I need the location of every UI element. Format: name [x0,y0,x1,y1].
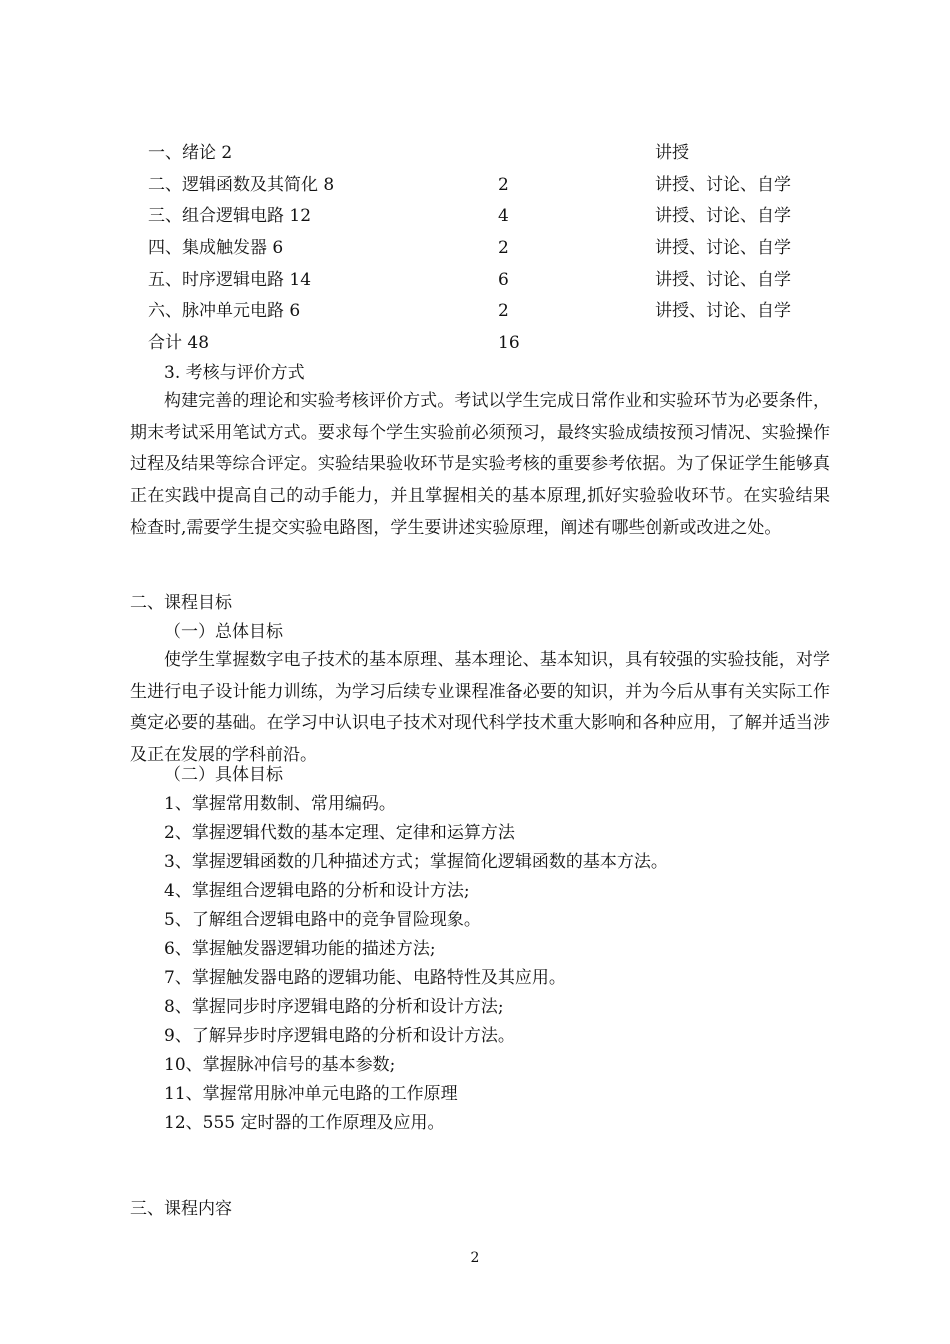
schedule-row-chapter: 三、组合逻辑电路 12 [148,206,312,226]
assessment-title: 3. 考核与评价方式 [164,363,305,383]
page-number: 2 [470,1250,480,1266]
schedule-row-method: 讲授、讨论、自学 [655,238,791,258]
goal-item: 7、掌握触发器电路的逻辑功能、电路特性及其应用。 [164,968,566,988]
schedule-total-label: 合计 48 [148,333,210,353]
section-heading: 三、课程内容 [130,1199,232,1219]
goal-item: 5、了解组合逻辑电路中的竞争冒险现象。 [164,910,481,930]
goal-item: 4、掌握组合逻辑电路的分析和设计方法; [164,881,470,901]
goal-item: 12、555 定时器的工作原理及应用。 [164,1113,445,1133]
overall-goal-paragraph [130,645,830,772]
goal-item: 1、掌握常用数制、常用编码。 [164,794,396,814]
goal-item: 11、掌握常用脉冲单元电路的工作原理 [164,1084,458,1104]
goal-item: 10、掌握脉冲信号的基本参数; [164,1055,396,1075]
schedule-row-lab: 2 [498,238,509,258]
schedule-row-lab: 2 [498,175,509,195]
schedule-row-method: 讲授、讨论、自学 [655,206,791,226]
schedule-row-method: 讲授、讨论、自学 [655,301,791,321]
goal-item: 9、了解异步时序逻辑电路的分析和设计方法。 [164,1026,515,1046]
overall-goal-body: 使学生掌握数字电子技术的基本原理、基本理论、基本知识，具有较强的实验技能，对学生进行电子设计能力训练，为学习后续专业课程准备必要的知识，并为今后从事有关实际工作奠定必要的基础。在学习中认识电子技术对现代科学技术重大影响和各种应用，了解并适当涉及正在发展的学科前沿。 [130,650,830,766]
subsection-title: （一）总体目标 [164,622,283,642]
schedule-row-chapter: 四、集成触发器 6 [148,238,284,258]
goal-item: 2、掌握逻辑代数的基本定理、定律和运算方法 [164,823,515,843]
schedule-row-chapter: 六、脉冲单元电路 6 [148,301,301,321]
schedule-row-method: 讲授、讨论、自学 [655,175,791,195]
section-heading: 二、课程目标 [130,593,232,613]
goal-item: 6、掌握触发器逻辑功能的描述方法; [164,939,436,959]
goal-item: 8、掌握同步时序逻辑电路的分析和设计方法; [164,997,504,1017]
schedule-row-lab: 2 [498,301,509,321]
schedule-row-method: 讲授、讨论、自学 [655,270,791,290]
goal-item: 3、掌握逻辑函数的几种描述方式；掌握简化逻辑函数的基本方法。 [164,852,668,872]
schedule-row-method: 讲授 [655,143,689,163]
schedule-row-lab: 4 [498,206,509,226]
schedule-total-lab: 16 [498,333,520,353]
schedule-row-chapter: 二、逻辑函数及其简化 8 [148,175,335,195]
assessment-body: 构建完善的理论和实验考核评价方式。考试以学生完成日常作业和实验环节为必要条件，期末考试采用笔试方式。要求每个学生实验前必须预习，最终实验成绩按预习情况、实验操作过程及结果等综合评定。实验结果验收环节是实验考核的重要参考依据。为了保证学生能够真正在实践中提高自己的动手能力，并且掌握相关的基本原理,抓好实验验收环节。在实验结果检查时,需要学生提交实验电路图，学生要讲述实验原理，阐述有哪些创新或改进之处。 [130,391,830,538]
schedule-row-chapter: 一、绪论 2 [148,143,233,163]
schedule-row-chapter: 五、时序逻辑电路 14 [148,270,312,290]
assessment-paragraph [130,386,830,545]
schedule-row-lab: 6 [498,270,509,290]
subsection-title: （二）具体目标 [164,765,283,785]
